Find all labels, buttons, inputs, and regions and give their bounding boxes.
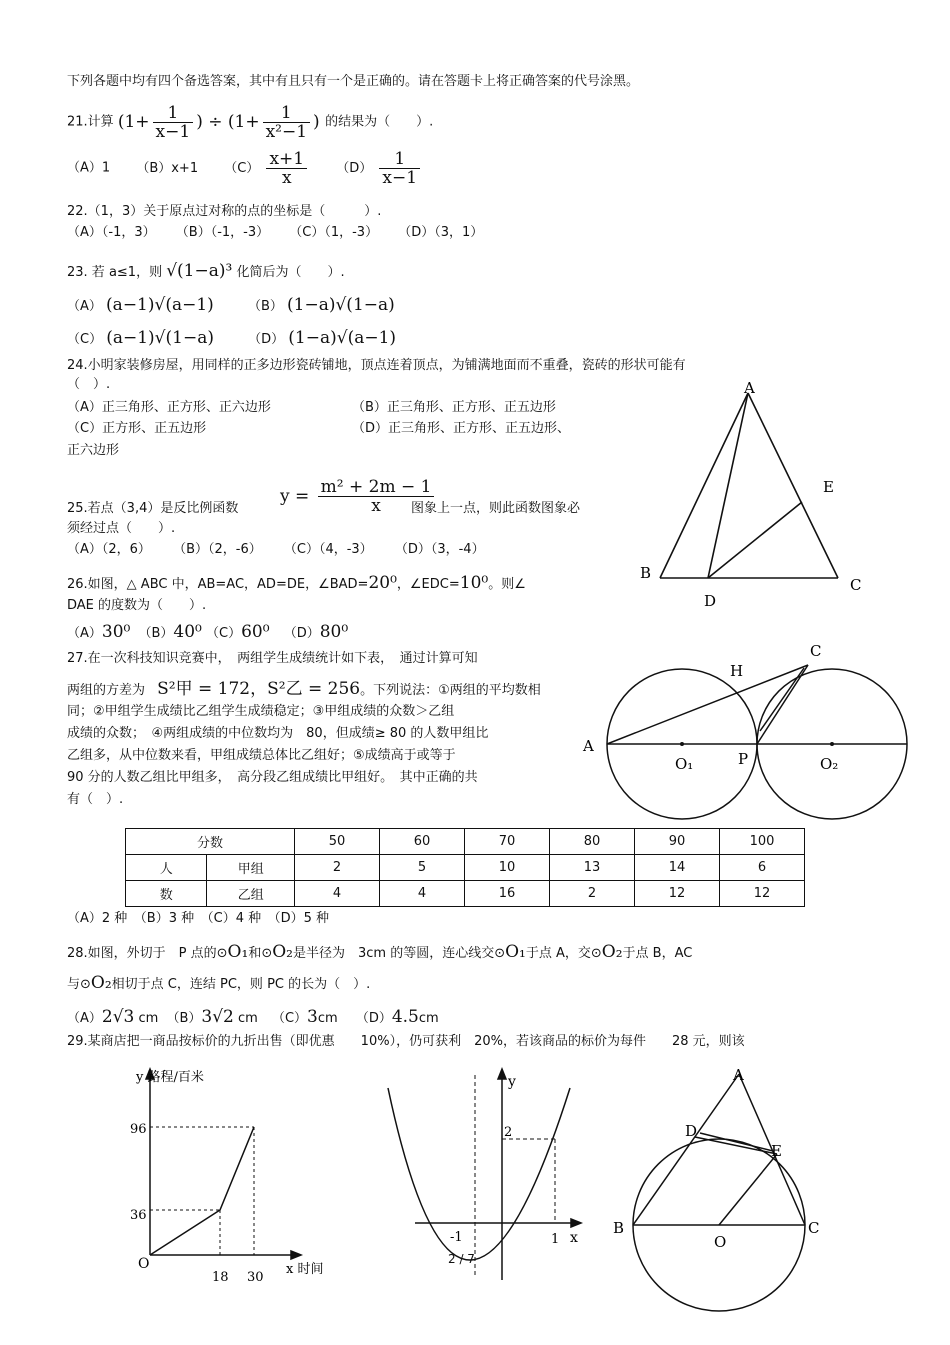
question-21-stem <box>67 104 433 141</box>
q26-option-c: 60⁰ <box>241 622 270 642</box>
q28-option-c: 3 <box>307 1007 318 1027</box>
table-cell: 4 <box>295 881 380 907</box>
q23-option-b-label: （B） <box>247 299 283 314</box>
x-tick-18: 18 <box>212 1270 229 1285</box>
table-group-label: 甲组 <box>207 855 295 881</box>
q21-option-d-label: （D） <box>336 160 373 176</box>
q21-f2-num: 1 <box>280 103 292 123</box>
q28-line1-b: 和⊙ <box>248 946 273 961</box>
q25-line2: 须经过点（ ）. <box>67 521 176 536</box>
q26-option-a: 30⁰ <box>101 622 131 642</box>
q21-option-b: （B）x+1 <box>136 160 199 176</box>
q21-option-c-fraction <box>266 150 307 187</box>
tick-1: 1 <box>551 1232 560 1247</box>
q21-option-a: （A）1 <box>67 160 111 176</box>
table-group-label: 乙组 <box>207 881 295 907</box>
q26-prefix: 26.如图，△ ABC 中，AB=AC，AD=DE，∠BAD= <box>67 577 369 592</box>
q28-line1-d: 于点 A，交⊙ <box>525 946 602 961</box>
triangle-figure <box>630 375 870 615</box>
q21-c-den: x <box>266 168 307 187</box>
q28-o2: O₂ <box>272 942 293 962</box>
table-score-cell: 80 <box>550 829 635 855</box>
q28-line2 <box>67 974 370 994</box>
q28-option-b-label: （B） <box>166 1011 202 1026</box>
q21-f2-den: x²−1 <box>263 122 310 141</box>
table-cell: 2 <box>550 881 635 907</box>
x-label: x <box>570 1230 578 1246</box>
q21-suffix: 的结果为（ ）. <box>325 114 434 130</box>
table-cell: 16 <box>465 881 550 907</box>
q28-line1-c: 是半径为 3cm 的等圆，连心线交⊙ <box>292 946 506 961</box>
question-26-options <box>67 623 348 643</box>
y-axis-arrow <box>498 1069 506 1079</box>
label-d: D <box>704 592 717 610</box>
q23-option-c: (a−1)√(1−a) <box>106 328 214 348</box>
table-score-cell: 70 <box>465 829 550 855</box>
tangent-circles-figure <box>578 636 918 828</box>
page-number: 2 / 7 <box>448 1252 475 1266</box>
q26-mid: ，∠EDC= <box>396 577 460 592</box>
q28-line1-e: 于点 B，AC <box>622 946 693 961</box>
segment-ab <box>660 393 748 578</box>
segment-pc <box>757 665 808 744</box>
origin-label: O <box>138 1256 150 1272</box>
q28-o2-repeat: O₂ <box>601 942 623 962</box>
q21-d-den: x−1 <box>379 168 420 187</box>
label-h: H <box>730 662 744 680</box>
q23-prefix: 23. 若 a≤1，则 <box>67 265 163 280</box>
table-row-group-bottom: 数 <box>126 881 207 907</box>
q21-option-c-label: （C） <box>224 160 260 176</box>
q27-line2-prefix: 两组的方差为 <box>67 683 146 698</box>
q25-suffix: 图象上一点，则此函数图象必 <box>411 501 581 516</box>
q28-option-d: 4.5 <box>391 1007 419 1027</box>
label-o1: O₁ <box>675 755 694 773</box>
q24-option-d-continued: 正六边形 <box>67 443 120 458</box>
parabola-graph <box>380 1060 590 1300</box>
q23-radical: √(1−a)³ <box>166 261 233 281</box>
question-22-stem: 22.（1，3）关于原点过对称的点的坐标是（ ）. <box>67 204 382 219</box>
q28-line1 <box>67 943 692 963</box>
question-24-stem-line2: （ ）. <box>67 377 111 392</box>
q23-option-b: (1−a)√(1−a) <box>287 295 395 315</box>
distance-line <box>150 1127 254 1255</box>
label-c: C <box>850 576 862 594</box>
q28-options <box>67 1008 439 1028</box>
q25-option-c: （C）（4，-3） <box>283 542 373 557</box>
table-cell: 14 <box>635 855 720 881</box>
q24-option-b: （B）正三角形、正方形、正五边形 <box>352 400 556 415</box>
table-row <box>126 855 805 881</box>
segment-de <box>695 1137 777 1154</box>
q22-option-b: （B）（-1，-3） <box>175 225 270 240</box>
q28-line2-a: 与⊙ <box>67 977 91 992</box>
q21-c-num: x+1 <box>269 149 305 169</box>
question-23-options-row2 <box>67 329 396 349</box>
table-header-label: 分数 <box>126 829 295 855</box>
table-header-row <box>126 829 805 855</box>
q25-option-b: （B）（2，-6） <box>173 542 262 557</box>
label-a: A <box>733 1066 744 1084</box>
q21-expr-right: ) <box>313 112 320 132</box>
q21-fraction-1 <box>153 104 194 141</box>
q28-option-c-label: （C） <box>271 1011 308 1026</box>
label-c: C <box>810 642 822 660</box>
q27-line4: 成绩的众数； ④两组成绩的中位数均为 80，但成绩≥ 80 的人数甲组比 <box>67 726 489 741</box>
q21-f1-num: 1 <box>167 103 179 123</box>
distance-time-graph <box>120 1060 340 1290</box>
q26-line2: DAE 的度数为（ ）. <box>67 598 207 613</box>
q27-line3: 同；②甲组学生成绩比乙组学生成绩稳定；③甲组成绩的众数＞乙组 <box>67 704 455 719</box>
q28-unit: cm <box>238 1011 258 1026</box>
x-axis-label: x 时间 <box>286 1262 324 1277</box>
q28-line1-a: 28.如图，外切于 P 点的⊙ <box>67 946 228 961</box>
q26-option-d: 80⁰ <box>319 622 349 642</box>
q23-option-c-label: （C） <box>67 332 103 347</box>
q27-line6: 90 分的人数乙组比甲组多， 高分段乙组成绩比甲组好。 其中正确的共 <box>67 770 478 785</box>
q26-angle-bad: 20⁰ <box>368 573 397 593</box>
label-d: D <box>685 1122 698 1140</box>
table-cell: 5 <box>380 855 465 881</box>
parabola-curve <box>388 1088 570 1260</box>
q22-option-d: （D）（3，1） <box>398 225 484 240</box>
q24-option-d: （D）正三角形、正方形、正五边形、 <box>352 421 571 436</box>
q21-fraction-2 <box>263 104 310 141</box>
label-p: P <box>738 750 749 768</box>
q21-f1-den: x−1 <box>153 122 194 141</box>
label-o: O <box>714 1233 727 1251</box>
q22-option-a: （A）（-1，3） <box>67 225 156 240</box>
q25-func-lhs: y = <box>280 486 310 507</box>
q21-expression <box>117 103 325 142</box>
table-score-cell: 90 <box>635 829 720 855</box>
y-label: y <box>508 1074 516 1090</box>
segment-hc <box>760 668 804 731</box>
instructions: 下列各题中均有四个备选答案，其中有且只有一个是正确的。请在答题卡上将正确答案的代号涂黑。 <box>67 74 640 89</box>
table-cell: 2 <box>295 855 380 881</box>
q22-option-c: （C）（1，-3） <box>289 225 379 240</box>
label-a: A <box>744 379 755 397</box>
label-b: B <box>640 564 652 582</box>
y-axis-label: y 路程/百米 <box>136 1070 204 1085</box>
question-26-stem <box>67 574 526 594</box>
table-cell: 12 <box>720 881 805 907</box>
q26-suffix: 。则∠ <box>488 577 526 592</box>
question-22-options <box>67 224 483 242</box>
q21-option-d-fraction <box>379 150 420 187</box>
table-score-cell: 100 <box>720 829 805 855</box>
segment-de-inner <box>700 1133 773 1151</box>
q25-option-a: （A）（2，6） <box>67 542 151 557</box>
question-25-options <box>67 541 485 559</box>
q23-option-a-label: （A） <box>67 299 102 314</box>
circle-triangle-figure <box>605 1060 825 1320</box>
q27-line1: 27.在一次科技知识竞赛中， 两组学生成绩统计如下表， 通过计算可知 <box>67 651 478 666</box>
question-23-options-row1 <box>67 296 395 316</box>
q25-option-d: （D）（3，-4） <box>394 542 485 557</box>
table-cell: 10 <box>465 855 550 881</box>
q21-expr-left: (1+ <box>117 112 150 132</box>
q28-o1-repeat: O₁ <box>505 942 526 962</box>
q28-unit: cm <box>317 1011 338 1026</box>
tick-2: 2 <box>504 1125 513 1140</box>
q28-option-d-label: （D） <box>355 1011 392 1026</box>
q21-expr-mid: ) ÷ (1+ <box>196 112 260 132</box>
q27-variance: S²甲 = 172，S²乙 = 256 <box>157 679 361 699</box>
q25-func-den: x <box>318 496 435 515</box>
q25-func-num: m² + 2m − 1 <box>320 477 432 497</box>
score-table <box>125 828 805 907</box>
label-a: A <box>583 737 594 755</box>
q26-option-b: 40⁰ <box>173 622 202 642</box>
table-cell: 12 <box>635 881 720 907</box>
question-24-stem-line1: 24.小明家装修房屋，用同样的正多边形瓷砖铺地，顶点连着顶点，为铺满地面而不重叠，瓷砖的形状可能有 <box>67 358 686 373</box>
q28-option-a: 2√3 <box>101 1007 135 1027</box>
q28-option-b: 3√2 <box>201 1007 234 1027</box>
table-row <box>126 881 805 907</box>
q23-option-a: (a−1)√(a−1) <box>106 295 214 315</box>
q27-line7: 有（ ）. <box>67 792 124 807</box>
q27-line2-suffix: 。下列说法：①两组的平均数相 <box>360 683 541 698</box>
q26-option-b-label: （B） <box>138 626 174 641</box>
x-tick-30: 30 <box>247 1270 264 1285</box>
q28-option-a-label: （A） <box>67 1011 102 1026</box>
y-tick-36: 36 <box>130 1208 147 1223</box>
table-score-cell: 50 <box>295 829 380 855</box>
table-cell: 6 <box>720 855 805 881</box>
q23-option-d-label: （D） <box>248 332 285 347</box>
q23-option-d: (1−a)√(a−1) <box>288 328 397 348</box>
q26-option-c-label: （C） <box>206 626 242 641</box>
table-cell: 13 <box>550 855 635 881</box>
q27-options: （A）2 种 （B）3 种 （C）4 种 （D）5 种 <box>67 911 330 926</box>
q24-option-c: （C）正方形、正五边形 <box>67 421 207 436</box>
question-21-options <box>67 150 423 187</box>
q21-prefix: 21.计算 <box>67 114 114 130</box>
segment-oe <box>719 1154 777 1225</box>
label-o2: O₂ <box>820 755 839 773</box>
label-e: E <box>823 478 834 496</box>
table-score-cell: 60 <box>380 829 465 855</box>
segment-ab <box>633 1074 739 1225</box>
q27-line2 <box>67 680 541 700</box>
table-cell: 4 <box>380 881 465 907</box>
q28-unit: cm <box>138 1011 159 1026</box>
q23-suffix: 化简后为（ ）. <box>236 265 345 280</box>
table-row-group-top: 人 <box>126 855 207 881</box>
label-c: C <box>808 1219 820 1237</box>
q24-option-a: （A）正三角形、正方形、正六边形 <box>67 400 271 415</box>
point-o1 <box>680 742 684 746</box>
label-b: B <box>613 1219 625 1237</box>
q28-unit: cm <box>418 1011 439 1026</box>
label-e: E <box>771 1142 782 1160</box>
q28-line2-b: 相切于点 C，连结 PC，则 PC 的长为（ ）. <box>111 977 371 992</box>
q28-o1: O₁ <box>227 942 249 962</box>
tick-neg1: -1 <box>450 1230 463 1245</box>
point-o2 <box>830 742 834 746</box>
q21-d-num: 1 <box>394 149 406 169</box>
q26-option-d-label: （D） <box>283 626 320 641</box>
q26-angle-edc: 10⁰ <box>459 573 489 593</box>
y-tick-96: 96 <box>130 1122 147 1137</box>
q28-o2-line2: O₂ <box>90 973 112 993</box>
q29-line1: 29.某商店把一商品按标价的九折出售（即优惠 10%），仍可获利 20%，若该商品的标价为每件 28 元，则该 <box>67 1034 745 1049</box>
x-axis-arrow <box>291 1251 301 1259</box>
x-axis-arrow <box>571 1219 581 1227</box>
q26-option-a-label: （A） <box>67 626 102 641</box>
q25-prefix: 25.若点（3,4）是反比例函数 <box>67 501 239 516</box>
q27-line5: 乙组多，从中位数来看，甲组成绩总体比乙组好；⑤成绩高于或等于 <box>67 748 456 763</box>
question-23-stem <box>67 262 345 282</box>
